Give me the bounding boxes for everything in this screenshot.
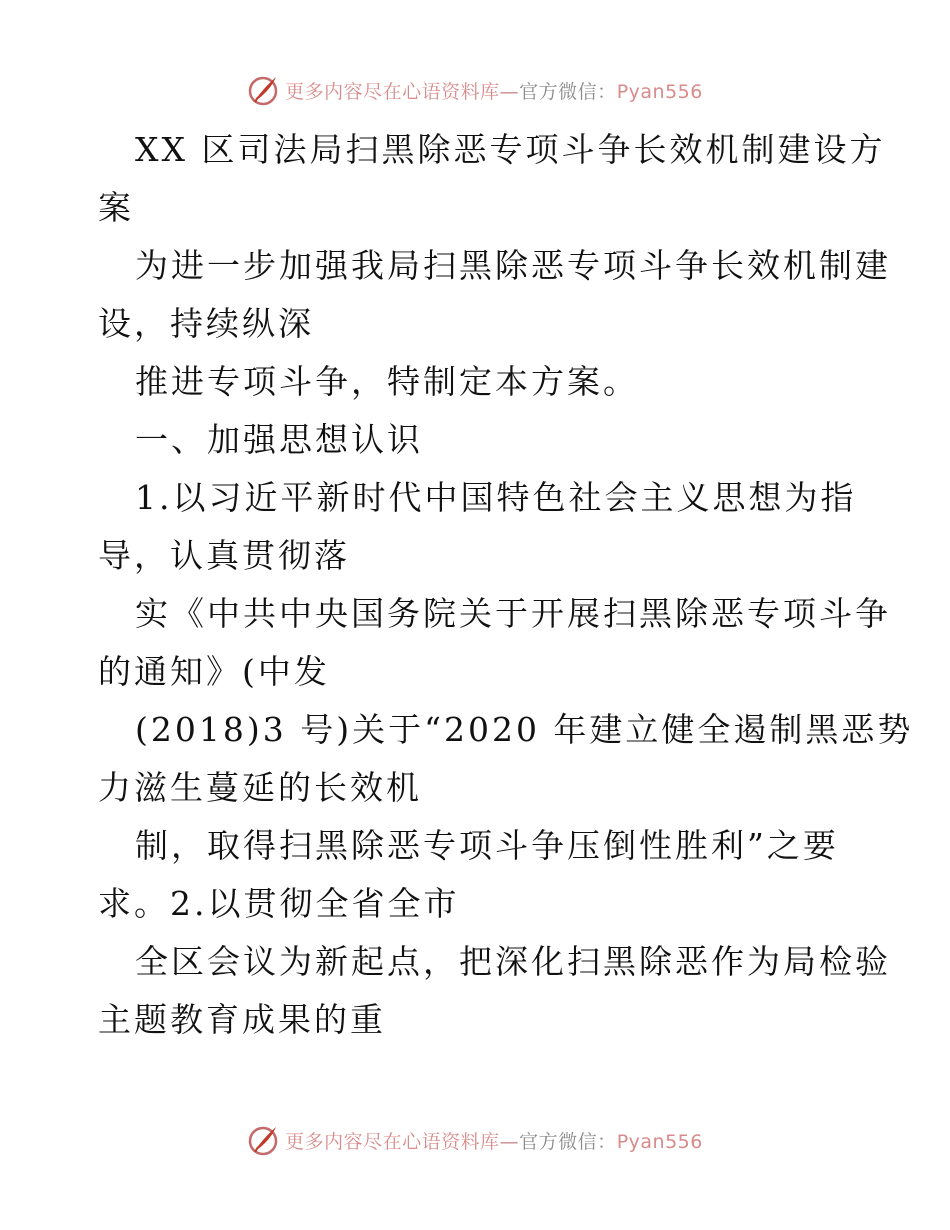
paragraph-line: 力滋生蔓延的长效机 <box>98 768 422 807</box>
watermark-text <box>285 1127 703 1154</box>
paragraph-line: 实《中共中央国务院关于开展扫黑除恶专项斗争 <box>135 594 891 633</box>
watermark-dash: — <box>499 1130 520 1153</box>
paragraph-line: 制，取得扫黑除恶专项斗争压倒性胜利”之要 <box>135 826 839 865</box>
watermark-dash: — <box>499 80 520 103</box>
watermark-site: 更多内容尽在心语资料库 <box>285 1130 500 1153</box>
paragraph-line: 求。2.以贯彻全省全市 <box>98 884 460 923</box>
paragraph-line: (2018)3 号)关于“2020 年建立健全遏制黑恶势 <box>135 710 914 749</box>
quill-logo-icon <box>247 1124 279 1156</box>
paragraph-line: 全区会议为新起点，把深化扫黑除恶作为局检验 <box>135 942 891 981</box>
watermark-wechat-id: Pyan556 <box>616 1130 703 1153</box>
paragraph-line: 为进一步加强我局扫黑除恶专项斗争长效机制建 <box>135 246 891 285</box>
watermark-wechat-label: 官方微信： <box>519 1130 617 1153</box>
paragraph-line: 的通知》(中发 <box>98 652 330 691</box>
paragraph-line: 主题教育成果的重 <box>98 1000 386 1039</box>
watermark-wechat-id: Pyan556 <box>616 80 703 103</box>
watermark-site: 更多内容尽在心语资料库 <box>285 80 500 103</box>
footer-watermark <box>0 1120 950 1160</box>
paragraph-line: 设，持续纵深 <box>98 304 314 343</box>
paragraph-line: 导，认真贯彻落 <box>98 536 350 575</box>
document-title-line-1: XX 区司法局扫黑除恶专项斗争长效机制建设方 <box>135 130 886 169</box>
document-title-line-2: 案 <box>98 188 134 227</box>
section-heading: 一、加强思想认识 <box>135 420 423 459</box>
paragraph-line: 推进专项斗争，特制定本方案。 <box>135 362 639 401</box>
paragraph-line: 1.以习近平新时代中国特色社会主义思想为指 <box>135 478 857 517</box>
watermark-wechat-label: 官方微信： <box>519 80 617 103</box>
